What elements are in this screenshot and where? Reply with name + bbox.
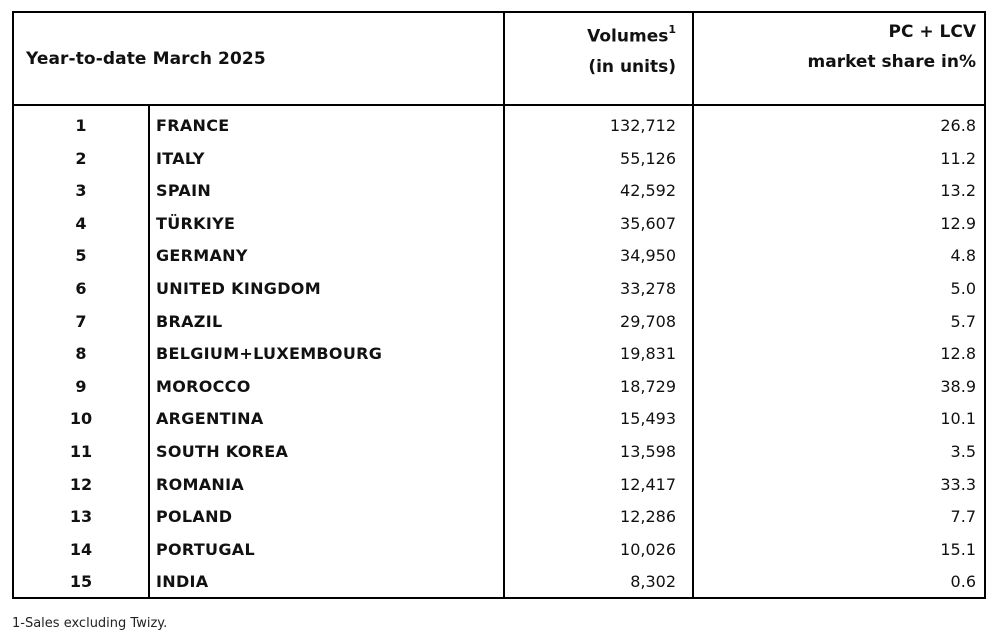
volume-cell: 12,417 — [620, 474, 676, 494]
volumes-unit: (in units) — [588, 56, 676, 77]
volume-cell: 55,126 — [620, 148, 676, 168]
country-cell: FRANCE — [156, 116, 230, 135]
market-share-cell: 11.2 — [940, 148, 976, 168]
table-row — [14, 242, 984, 275]
market-share-cell: 15.1 — [940, 539, 976, 559]
country-cell: SPAIN — [156, 181, 212, 201]
footnote: 1-Sales excluding Twizy. — [12, 616, 168, 631]
volume-cell: 33,278 — [620, 278, 676, 298]
table-row — [14, 536, 984, 569]
market-share-cell: 7.7 — [950, 507, 976, 527]
market-share-cell: 5.7 — [950, 311, 976, 331]
volumes-header — [506, 13, 684, 104]
rank-cell: 6 — [75, 278, 87, 298]
country-cell: GERMANY — [156, 246, 248, 266]
volume-cell: 15,493 — [620, 409, 676, 429]
table-row — [14, 503, 984, 536]
volume-cell: 12,286 — [620, 507, 676, 527]
rank-cell: 5 — [75, 246, 87, 266]
market-share-cell: 12.8 — [940, 344, 976, 364]
volume-cell: 10,026 — [620, 539, 676, 559]
table-row — [14, 112, 984, 145]
volumes-label: Volumes — [587, 26, 669, 47]
market-share-line2: market share in% — [807, 52, 976, 72]
market-share-line1: PC + LCV — [888, 22, 976, 42]
market-share-cell: 26.8 — [940, 116, 976, 135]
volume-cell: 132,712 — [609, 116, 676, 135]
market-share-cell: 3.5 — [950, 441, 976, 461]
country-cell: MOROCCO — [156, 376, 251, 396]
volume-cell: 19,831 — [620, 344, 676, 364]
market-share-cell: 0.6 — [950, 572, 976, 592]
table-body — [14, 112, 984, 601]
rank-cell: 10 — [69, 409, 93, 429]
period-header: Year-to-date March 2025 — [26, 49, 266, 69]
rank-cell: 15 — [69, 572, 93, 592]
country-cell: UNITED KINGDOM — [156, 278, 321, 298]
table-header — [14, 13, 984, 106]
country-cell: BRAZIL — [156, 311, 223, 331]
country-cell: POLAND — [156, 507, 233, 527]
market-share-cell: 12.9 — [940, 213, 976, 233]
market-share-header — [695, 13, 984, 104]
volumes-footnote-marker: 1 — [668, 23, 676, 36]
table-row — [14, 308, 984, 341]
table-row — [14, 405, 984, 438]
market-share-cell: 13.2 — [940, 181, 976, 201]
table-row — [14, 438, 984, 471]
rank-cell: 12 — [69, 474, 93, 494]
market-share-cell: 33.3 — [940, 474, 976, 494]
table-row — [14, 373, 984, 406]
volume-cell: 35,607 — [620, 213, 676, 233]
country-cell: ROMANIA — [156, 474, 245, 494]
rank-cell: 1 — [75, 116, 87, 135]
rank-cell: 14 — [69, 539, 93, 559]
country-cell: TÜRKIYE — [156, 213, 236, 233]
volume-cell: 42,592 — [620, 181, 676, 201]
rank-cell: 4 — [75, 213, 87, 233]
table-row — [14, 568, 984, 601]
table-row — [14, 340, 984, 373]
rank-cell: 3 — [75, 181, 87, 201]
country-cell: ARGENTINA — [156, 409, 264, 429]
volume-cell: 29,708 — [620, 311, 676, 331]
market-share-cell: 38.9 — [940, 376, 976, 396]
rank-cell: 8 — [75, 344, 87, 364]
country-cell: BELGIUM+LUXEMBOURG — [156, 344, 383, 364]
market-share-cell: 5.0 — [950, 278, 976, 298]
volume-cell: 34,950 — [620, 246, 676, 266]
table-row — [14, 177, 984, 210]
country-cell: SOUTH KOREA — [156, 441, 289, 461]
table-row — [14, 275, 984, 308]
country-cell: INDIA — [156, 572, 209, 592]
country-cell: PORTUGAL — [156, 539, 255, 559]
market-share-cell: 4.8 — [950, 246, 976, 266]
volume-cell: 13,598 — [620, 441, 676, 461]
table-row — [14, 210, 984, 243]
rank-cell: 2 — [75, 148, 87, 168]
table-row — [14, 145, 984, 178]
volume-cell: 18,729 — [620, 376, 676, 396]
country-cell: ITALY — [156, 148, 205, 168]
rank-cell: 7 — [75, 311, 87, 331]
sales-table — [12, 11, 986, 599]
rank-cell: 13 — [69, 507, 93, 527]
volume-cell: 8,302 — [630, 572, 676, 592]
rank-cell: 11 — [69, 441, 93, 461]
rank-cell: 9 — [75, 376, 87, 396]
table-row — [14, 471, 984, 504]
market-share-cell: 10.1 — [940, 409, 976, 429]
